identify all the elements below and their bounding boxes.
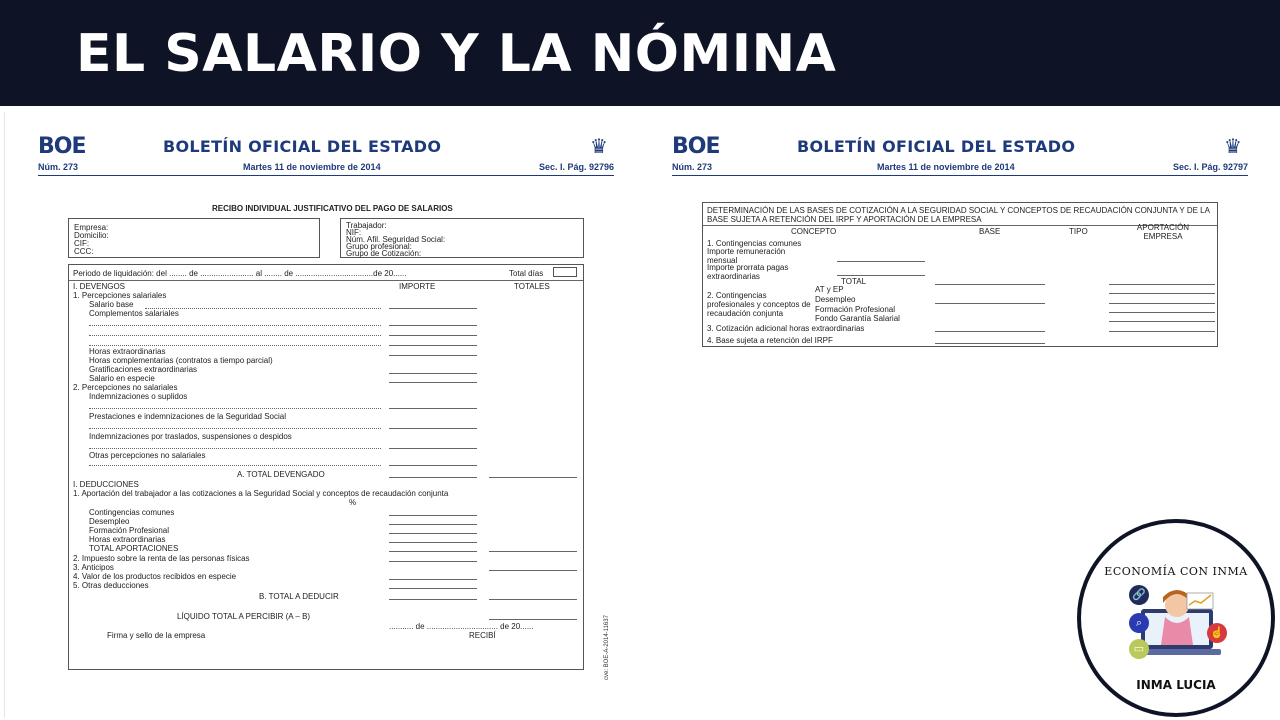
gratificaciones: Gratificaciones extraordinarias — [89, 365, 198, 374]
productos-especie: 4. Valor de los productos recibidos en especie — [73, 572, 237, 581]
search-icon: ⌕ — [1129, 613, 1149, 633]
trabajador-box — [340, 218, 584, 258]
empresa-box — [68, 218, 320, 258]
firma-empresa: Firma y sello de la empresa — [107, 631, 206, 640]
otras-deducciones: 5. Otras deducciones — [73, 581, 149, 590]
fogasa-row: Fondo Garantía Salarial — [815, 314, 900, 323]
nif-label: NIF: — [346, 228, 362, 237]
anticipos: 3. Anticipos — [73, 563, 114, 572]
badge-brand: ECONOMÍA CON INMA — [1104, 565, 1248, 578]
percent-label: % — [349, 498, 357, 507]
author-badge — [1077, 519, 1275, 717]
boe-meta — [672, 162, 1248, 174]
boe-page: Sec. I. Pág. 92797 — [1172, 162, 1248, 172]
contingencias-comunes: Contingencias comunes — [89, 508, 175, 517]
badge-author: INMA LUCIA — [1136, 678, 1216, 692]
indemnizaciones-traslados: Indemnizaciones por traslados, suspensiones o despidos — [89, 432, 292, 441]
irpf: 2. Impuesto sobre la renta de las personas físicas — [73, 554, 250, 563]
irpf-row: 4. Base sujeta a retención del IRPF — [707, 336, 833, 345]
boe-number: Núm. 273 — [672, 162, 713, 172]
total-deducir: B. TOTAL A DEDUCIR — [259, 592, 339, 601]
boe-date: Martes 11 de noviembre de 2014 — [243, 162, 381, 172]
empresa-label: Empresa: — [74, 223, 109, 232]
liquido-total: LÍQUIDO TOTAL A PERCIBIR (A – B) — [177, 612, 311, 621]
col-aportacion: APORTACIÓN EMPRESA — [1136, 223, 1190, 241]
trabajador-label: Trabajador: — [346, 221, 387, 230]
col-base: BASE — [979, 227, 1001, 236]
otras-percepciones: Otras percepciones no salariales — [89, 451, 206, 460]
boe-header-right — [672, 134, 1248, 178]
formacion-profesional: Formación Profesional — [89, 526, 170, 535]
salario-especie: Salario en especie — [89, 374, 155, 383]
recibo-heading: RECIBO INDIVIDUAL JUSTIFICATIVO DEL PAGO DE SALARIOS — [212, 204, 453, 213]
boe-logo: BOE — [38, 134, 86, 159]
desempleo-row: Desempleo — [815, 295, 856, 304]
contingencias-profesionales-row: 2. Contingencias profesionales y conceptos de recaudación conjunta — [707, 291, 811, 318]
fecha-line: ........... de ................................ de 20...... — [389, 622, 534, 631]
total-row: TOTAL — [841, 277, 867, 286]
periodo-line: Periodo de liquidación: del ........ de ........................ al ........ de ...................................de 20...... — [73, 269, 407, 278]
boe-title: BOLETÍN OFICIAL DEL ESTADO — [163, 137, 442, 156]
cotizacion-adicional-row: 3. Cotización adicional horas extraordinarias — [707, 324, 865, 333]
horas-extraordinarias: Horas extraordinarias — [89, 347, 166, 356]
remuneracion-row: Importe remuneración mensual — [707, 247, 786, 265]
slide-title: EL SALARIO Y LA NÓMINA — [76, 24, 837, 84]
total-dias-label: Total días — [509, 269, 544, 278]
col-tipo: TIPO — [1069, 227, 1088, 236]
grupo-cotizacion-label: Grupo de Cotización: — [346, 249, 422, 258]
bases-heading: DETERMINACIÓN DE LAS BASES DE COTIZACIÓN A LA SEGURIDAD SOCIAL Y CONCEPTOS DE RECAUDACIÓN CONJUNTA Y DE LA BASE SUJETA A RETENCIÓN DEL IRPF Y APORTACIÓN DE LA EMPRESA — [707, 206, 1210, 224]
boe-title: BOLETÍN OFICIAL DEL ESTADO — [797, 137, 1076, 156]
divider — [69, 280, 583, 281]
horas-extra-deduccion: Horas extraordinarias — [89, 535, 166, 544]
grupo-profesional-label: Grupo profesional: — [346, 242, 412, 251]
aportacion-trabajador: 1. Aportación del trabajador a las cotizaciones a la Seguridad Social y conceptos de recaudación conjunta — [73, 489, 449, 498]
formacion-row: Formación Profesional — [815, 305, 896, 314]
side-code — [604, 615, 614, 680]
indemnizaciones-suplidos: Indemnizaciones o suplidos — [89, 392, 188, 401]
boe-page: Sec. I. Pág. 92796 — [538, 162, 614, 172]
boe-header-left — [38, 134, 614, 178]
recibi-label: RECIBÍ — [469, 631, 496, 640]
contingencias-comunes-row: 1. Contingencias comunes — [707, 239, 802, 248]
boe-meta — [38, 162, 614, 174]
at-ep-row: AT y EP — [815, 285, 844, 294]
total-devengado: A. TOTAL DEVENGADO — [237, 470, 325, 479]
cif-label: CIF: — [74, 239, 90, 248]
domicilio-label: Domicilio: — [74, 231, 109, 240]
horas-complementarias: Horas complementarias (contratos a tiempo parcial) — [89, 356, 273, 365]
link-icon: 🔗 — [1129, 585, 1149, 605]
boe-number: Núm. 273 — [38, 162, 79, 172]
side-code-text: cve: BOE-A-2014-11637 — [604, 615, 610, 680]
salario-base: Salario base — [89, 300, 134, 309]
total-dias-box — [553, 267, 577, 277]
complementos-salariales: Complementos salariales — [89, 309, 179, 318]
bases-box — [702, 202, 1218, 347]
boe-logo: BOE — [672, 134, 720, 159]
devengos-heading: I. DEVENGOS — [73, 282, 126, 291]
pointer-icon: ☝ — [1207, 623, 1227, 643]
desempleo: Desempleo — [89, 517, 130, 526]
col-totales: TOTALES — [514, 282, 550, 291]
deducciones-heading: I. DEDUCCIONES — [73, 480, 139, 489]
ccc-label: CCC: — [74, 247, 94, 256]
prorrata-row: Importe prorrata pagas extraordinarias — [707, 263, 789, 281]
divider — [672, 175, 1248, 176]
total-aportaciones: TOTAL APORTACIONES — [89, 544, 179, 553]
prestaciones-ss: Prestaciones e indemnizaciones de la Seguridad Social — [89, 412, 287, 421]
recibo-box — [68, 264, 584, 670]
col-importe: IMPORTE — [399, 282, 436, 291]
boe-date: Martes 11 de noviembre de 2014 — [877, 162, 1015, 172]
afiliacion-label: Núm. Afil. Seguridad Social: — [346, 235, 446, 244]
chat-icon: ▭ — [1129, 639, 1149, 659]
percepciones-no-salariales: 2. Percepciones no salariales — [73, 383, 178, 392]
percepciones-salariales: 1. Percepciones salariales — [73, 291, 167, 300]
coat-of-arms-icon: ♛ — [590, 136, 608, 158]
coat-of-arms-icon: ♛ — [1224, 136, 1242, 158]
title-bar — [0, 0, 1280, 106]
col-concepto: CONCEPTO — [791, 227, 837, 236]
divider — [38, 175, 614, 176]
